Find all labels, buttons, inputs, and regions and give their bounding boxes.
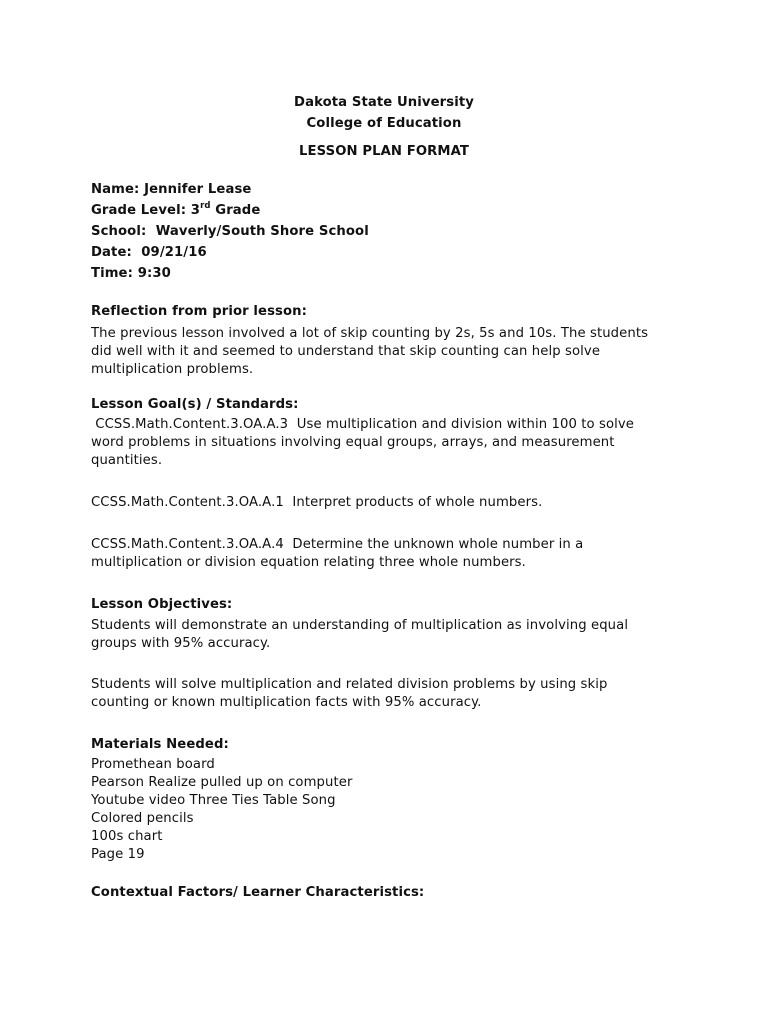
contextual-heading: Contextual Factors/ Learner Characteristics: <box>91 885 425 900</box>
date-line <box>91 244 207 262</box>
material-item: Promethean board <box>91 757 215 772</box>
college-title: College of Education <box>306 116 462 131</box>
standard-line: word problems in situations involving equal groups, arrays, and measurement <box>91 435 615 450</box>
reflection-heading: Reflection from prior lesson: <box>91 304 308 319</box>
time-line <box>91 265 171 283</box>
time-value: 9:30 <box>137 266 171 281</box>
name-value: Jennifer Lease <box>144 182 252 197</box>
name-line <box>91 181 251 199</box>
grade-label: Grade Level: <box>91 203 187 218</box>
material-item: Page 19 <box>91 847 145 862</box>
school-label: School: <box>91 224 147 239</box>
material-item: 100s chart <box>91 829 163 844</box>
materials-heading: Materials Needed: <box>91 737 229 752</box>
reflection-line: did well with it and seemed to understand that skip counting can help solve <box>91 344 601 359</box>
objective-line: Students will solve multiplication and related division problems by using skip <box>91 677 608 692</box>
standard-line: quantities. <box>91 453 163 468</box>
date-label: Date: <box>91 245 132 260</box>
material-item: Youtube video Three Ties Table Song <box>91 793 336 808</box>
school-line <box>91 223 369 241</box>
grade-line <box>91 202 260 220</box>
objective-line: Students will demonstrate an understanding of multiplication as involving equal <box>91 618 629 633</box>
standard-line: CCSS.Math.Content.3.OA.A.4 Determine the unknown whole number in a <box>91 537 584 552</box>
grade-number: 3 <box>190 203 201 218</box>
name-label: Name: <box>91 182 140 197</box>
grade-word: Grade <box>215 203 261 218</box>
reflection-line: multiplication problems. <box>91 362 254 377</box>
goals-heading: Lesson Goal(s) / Standards: <box>91 397 299 412</box>
material-item: Pearson Realize pulled up on computer <box>91 775 353 790</box>
objectives-heading: Lesson Objectives: <box>91 597 233 612</box>
standard-line: CCSS.Math.Content.3.OA.A.1 Interpret products of whole numbers. <box>91 495 543 510</box>
time-label: Time: <box>91 266 133 281</box>
school-value: Waverly/South Shore School <box>155 224 369 239</box>
format-title: LESSON PLAN FORMAT <box>298 144 470 159</box>
standard-line: CCSS.Math.Content.3.OA.A.3 Use multiplication and division within 100 to solve <box>91 417 635 432</box>
grade-suffix: rd <box>200 200 211 211</box>
objective-line: counting or known multiplication facts with 95% accuracy. <box>91 695 482 710</box>
objective-line: groups with 95% accuracy. <box>91 636 271 651</box>
date-value: 09/21/16 <box>141 245 207 260</box>
university-title: Dakota State University <box>294 95 474 110</box>
reflection-line: The previous lesson involved a lot of skip counting by 2s, 5s and 10s. The students <box>91 326 649 341</box>
material-item: Colored pencils <box>91 811 194 826</box>
standard-line: multiplication or division equation relating three whole numbers. <box>91 555 526 570</box>
